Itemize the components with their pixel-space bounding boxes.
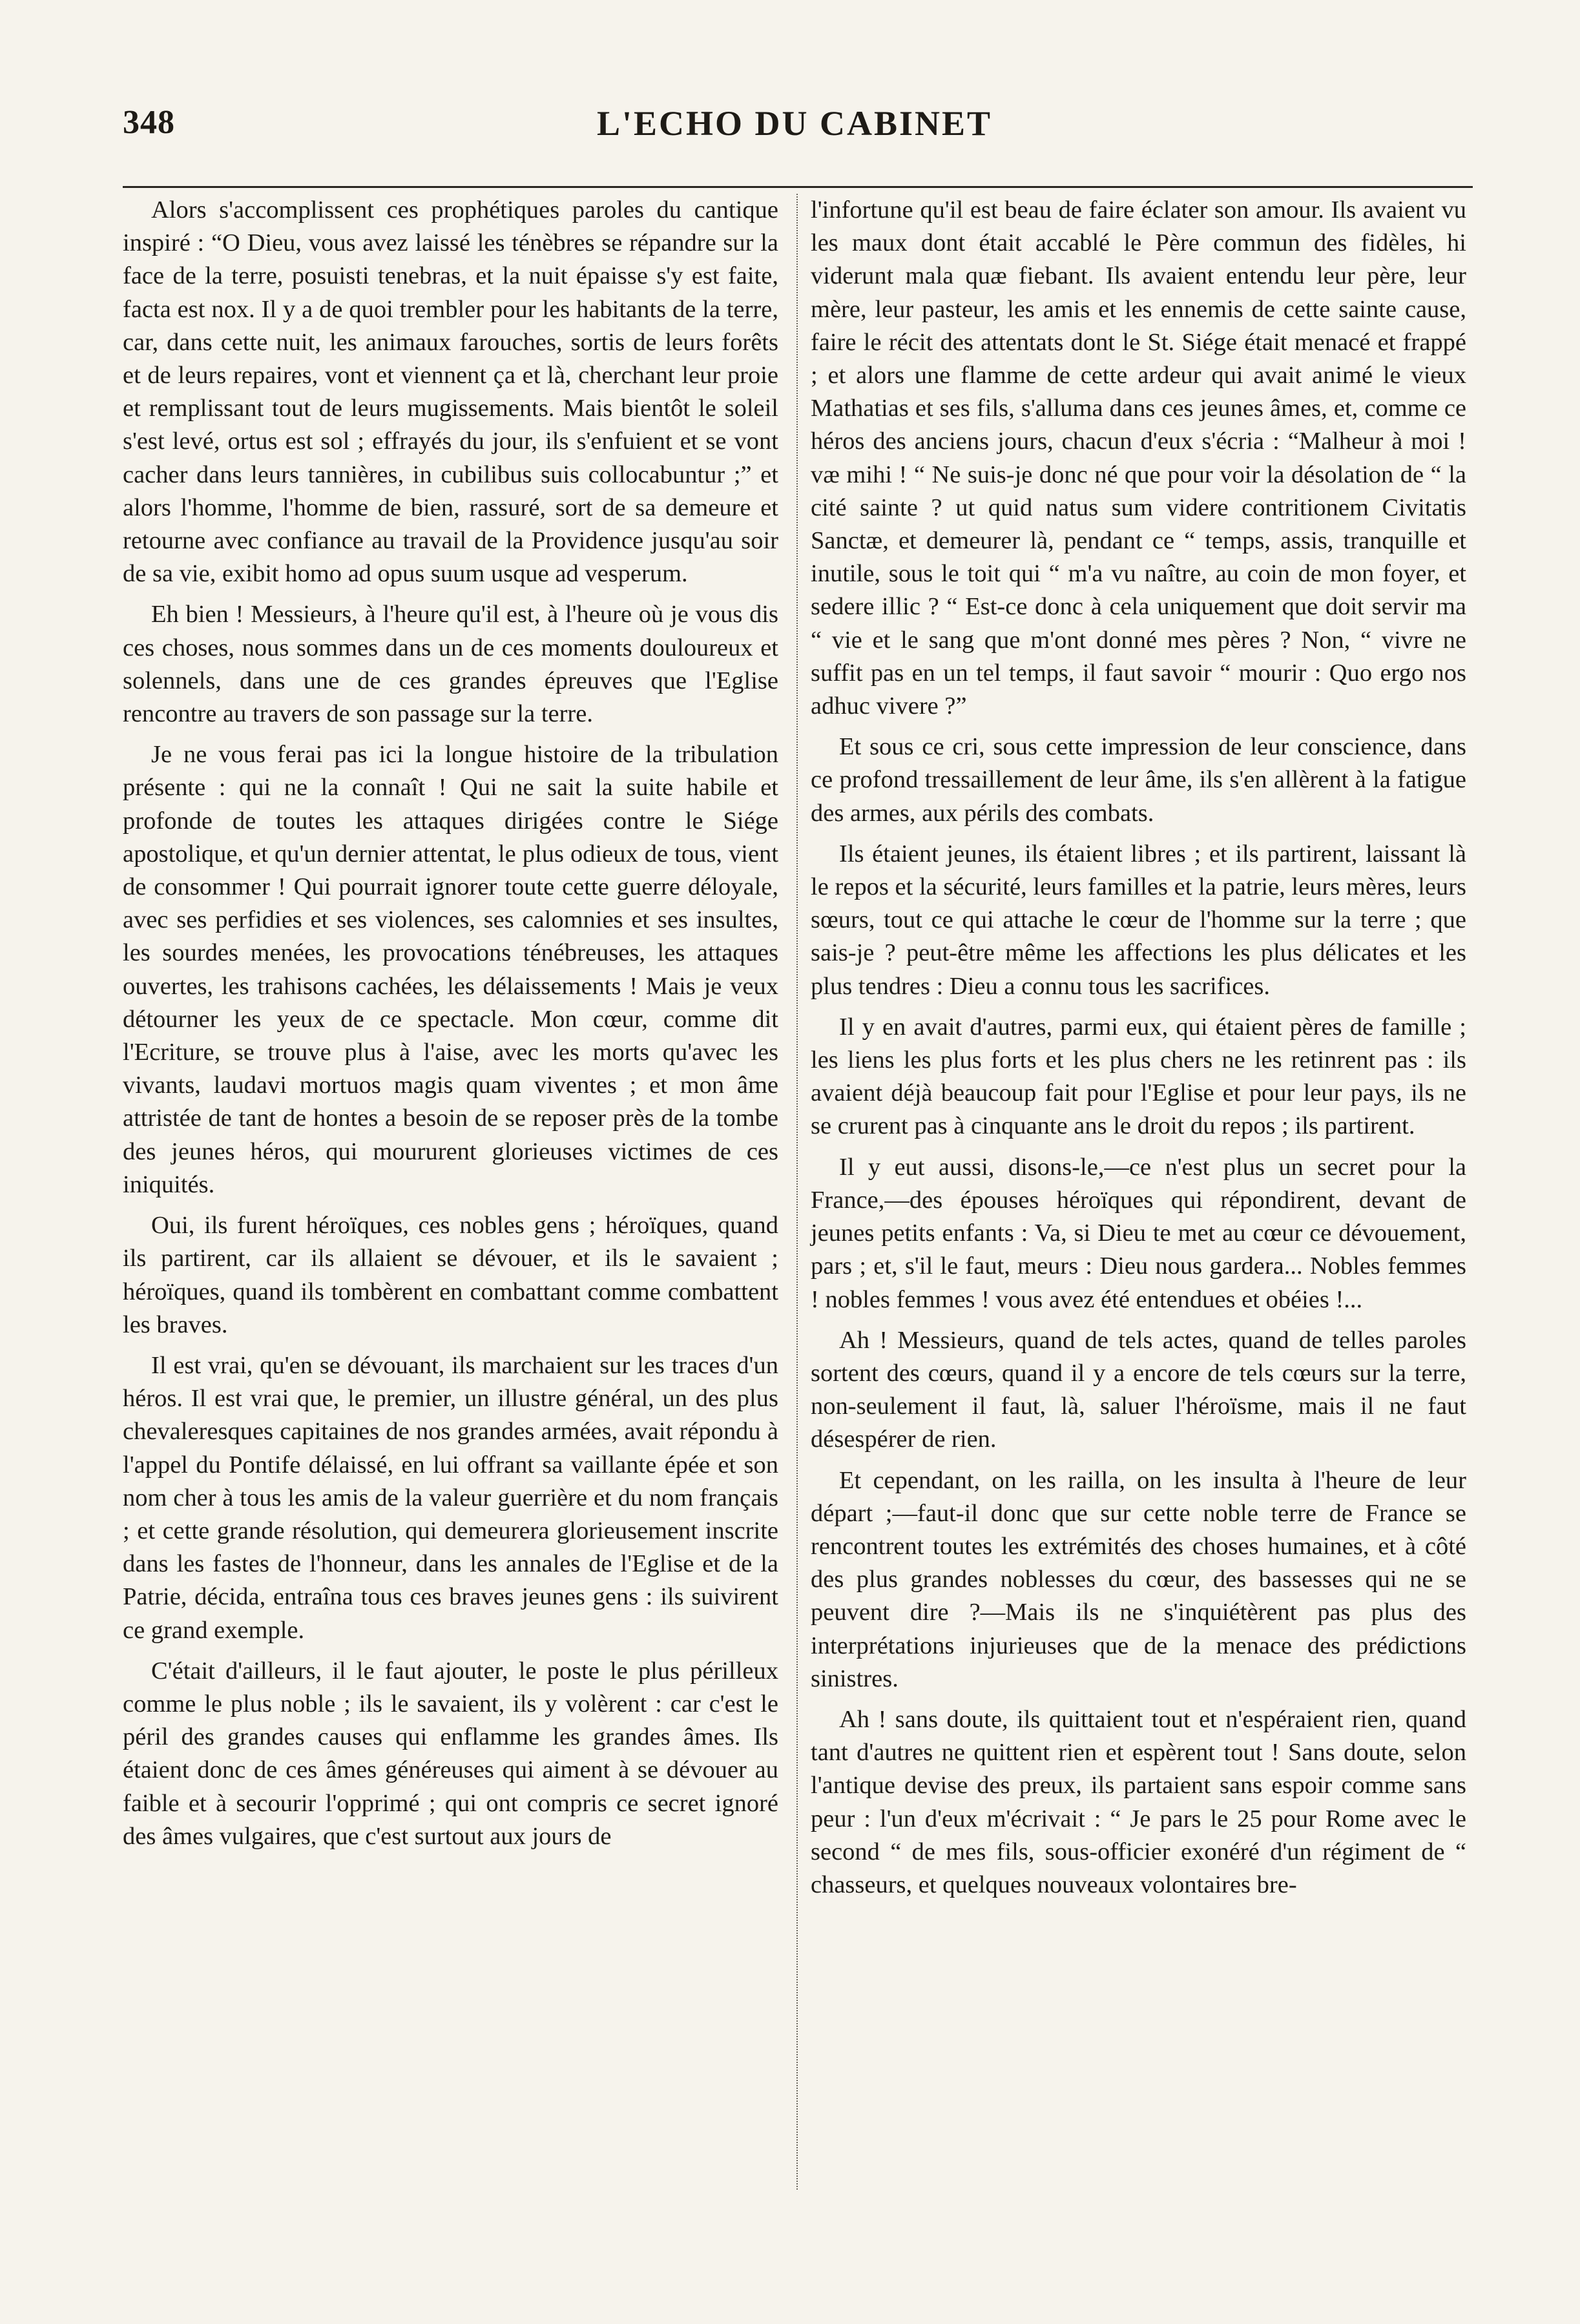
paragraph: Il y eut aussi, disons-le,—ce n'est plus un secret pour la France,—des épouses héroïques qui répondirent, devant de jeunes petits enfants : Va, si Dieu te met au cœur ce dévouement, pars ; et, s'il le faut, meurs : Dieu nous gardera... Nobles femmes ! nobles femmes ! vous avez été entendues et obéies !... — [811, 1153, 1466, 1313]
paragraph: Et sous ce cri, sous cette impression de leur conscience, dans ce profond tressaillement de leur âme, ils s'en allèrent à la fatigue des armes, aux périls des combats. — [811, 733, 1466, 827]
paragraph: Je ne vous ferai pas ici la longue histoire de la tribulation présente : qui ne la connaît ! Qui ne sait la suite habile et profonde de toutes les attaques dirigées contre le Siége apostolique, et qu'un dernier attentat, le plus odieux de tous, vient de consommer ! Qui pourrait ignorer toute cette guerre déloyale, avec ses perfidies et ses violences, ses calomnies et ses insultes, les sourdes menées, les provocations ténébreuses, les attaques ouvertes, les trahisons cachées, les délaissements ! Mais je veux détourner les yeux de ce spectacle. Mon cœur, comme dit l'Ecriture, se trouve plus à l'aise, avec les morts qu'avec les vivants, laudavi mortuos magis quam viventes ; et mon âme attristée de tant de hontes a besoin de se reposer près de la tombe des jeunes héros, qui moururent glorieuses victimes de ces iniquités. — [123, 741, 778, 1198]
paragraph: Ils étaient jeunes, ils étaient libres ; et ils partirent, laissant là le repos et la sécurité, leurs familles et la patrie, leurs mères, leurs sœurs, tout ce qui attache le cœur de l'homme sur la terre ; que sais-je ? peut-être même les affections les plus délicates et les plus tendres : Dieu a connu tous les sacrifices. — [811, 840, 1466, 1000]
running-title: L'ECHO DU CABINET — [596, 104, 993, 143]
paragraph: Ah ! sans doute, ils quittaient tout et n'espéraient rien, quand tant d'autres ne quittent rien et espèrent tout ! Sans doute, selon l'antique devise des preux, ils partaient sans espoir comme sans peur : l'un d'eux m'écrivait : “ Je pars le 25 pour Rome avec le second “ de mes fils, sous-officier exonéré d'un régiment de “ chasseurs, et quelques nouveaux volontaires bre- — [811, 1705, 1466, 1898]
paragraph: Eh bien ! Messieurs, à l'heure qu'il est, à l'heure où je vous dis ces choses, nous sommes dans un de ces moments douloureux et solennels, dans une de ces grandes épreuves que l'Eglise rencontre au travers de son passage sur la terre. — [123, 601, 778, 728]
paragraph: Et cependant, on les railla, on les insulta à l'heure de leur départ ;—faut-il donc que sur cette noble terre de France se rencontrent toutes les extrémités des choses humaines, et à côté des plus grandes noblesses du cœur, des bassesses qui ne se peuvent dire ?—Mais ils ne s'inquiétèrent pas plus des interprétations injurieuses que de la menace des prédictions sinistres. — [811, 1466, 1466, 1692]
paragraph: Oui, ils furent héroïques, ces nobles gens ; héroïques, quand ils partirent, car ils allaient se dévouer, et ils le savaient ; héroïques, quand ils tombèrent en combattant comme combattent les braves. — [123, 1212, 778, 1338]
page-number: 348 — [123, 104, 175, 141]
page-header — [116, 103, 1473, 155]
paragraph: l'infortune qu'il est beau de faire éclater son amour. Ils avaient vu les maux dont était accablé le Père commun des fidèles, hi viderunt mala quæ fiebant. Ils avaient entendu leur père, leur mère, leur pasteur, les amis et les ennemis de cette sainte cause, faire le récit des attentats dont le St. Siége était menacé et frappé ; et alors une flamme de cette ardeur qui avait animé le vieux Mathatias et ses fils, s'alluma dans ces jeunes âmes, et, comme ce héros des anciens jours, chacun d'eux s'écria : “Malheur à moi ! væ mihi ! “ Ne suis-je donc né que pour voir la désolation de “ la cité sainte ? ut quid natus sum videre contritionem Civitatis Sanctæ, et demeurer là, pendant ce “ temps, assis, tranquille et inutile, sous le toit qui “ m'a vu naître, au coin de mon foyer, et sedere illic ? “ Est-ce donc à cela uniquement que doit servir ma “ vie et le sang que m'ont donné mes pères ? Non, “ vivre ne suffit pas en un tel temps, il faut savoir “ mourir : Quo ergo nos adhuc vivere ?” — [811, 196, 1466, 720]
left-column — [123, 194, 778, 1861]
paragraph: Il y en avait d'autres, parmi eux, qui étaient pères de famille ; les liens les plus forts et les plus chers ne les retinrent pas : ils avaient déjà beaucoup fait pour l'Eglise et pour leur pays, ils ne se crurent pas à cinquante ans le droit du repos ; ils partirent. — [811, 1013, 1466, 1140]
header-rule — [123, 186, 1473, 188]
column-divider — [796, 194, 798, 2190]
paragraph: Ah ! Messieurs, quand de tels actes, quand de telles paroles sortent des cœurs, quand il y a encore de tels cœurs sur la terre, non-seulement il faut, là, saluer l'héroïsme, mais il ne faut désespérer de rien. — [811, 1326, 1466, 1453]
right-column — [811, 194, 1466, 1909]
paragraph: Alors s'accomplissent ces prophétiques paroles du cantique inspiré : “O Dieu, vous avez laissé les ténèbres se répandre sur la face de la terre, posuisti tenebras, et la nuit épaisse s'y est faite, facta est nox. Il y a de quoi trembler pour les habitants de la terre, car, dans cette nuit, les animaux farouches, sortis de leurs forêts et de leurs repaires, vont et viennent ça et là, cherchant leur proie et remplissant tout de leurs mugissements. Mais bientôt le soleil s'est levé, ortus est sol ; effrayés du jour, ils s'enfuient et se vont cacher dans leurs tannières, in cubilibus suis collocabuntur ;” et alors l'homme, l'homme de bien, rassuré, sort de sa demeure et retourne avec confiance au travail de la Providence jusqu'au soir de sa vie, exibit homo ad opus suum usque ad vesperum. — [123, 196, 778, 588]
paragraph: Il est vrai, qu'en se dévouant, ils marchaient sur les traces d'un héros. Il est vrai que, le premier, un illustre général, un des plus chevaleresques capitaines de nos grandes armées, avait répondu à l'appel du Pontife délaissé, en lui offrant sa vaillante épée et son nom cher à tous les amis de la valeur guerrière et du nom français ; et cette grande résolution, qui demeurera glorieusement inscrite dans les fastes de l'honneur, dans les annales de l'Eglise et de la Patrie, décida, entraîna tous ces braves jeunes gens : ils suivirent ce grand exemple. — [123, 1351, 778, 1644]
paragraph: C'était d'ailleurs, il le faut ajouter, le poste le plus périlleux comme le plus noble ; ils le savaient, ils y volèrent : car c'est le péril des grandes causes qui enflamme les grandes âmes. Ils étaient donc de ces âmes généreuses qui aiment à se dévouer au faible et à secourir l'opprimé ; qui ont compris ce secret ignoré des âmes vulgaires, que c'est surtout aux jours de — [123, 1657, 778, 1850]
